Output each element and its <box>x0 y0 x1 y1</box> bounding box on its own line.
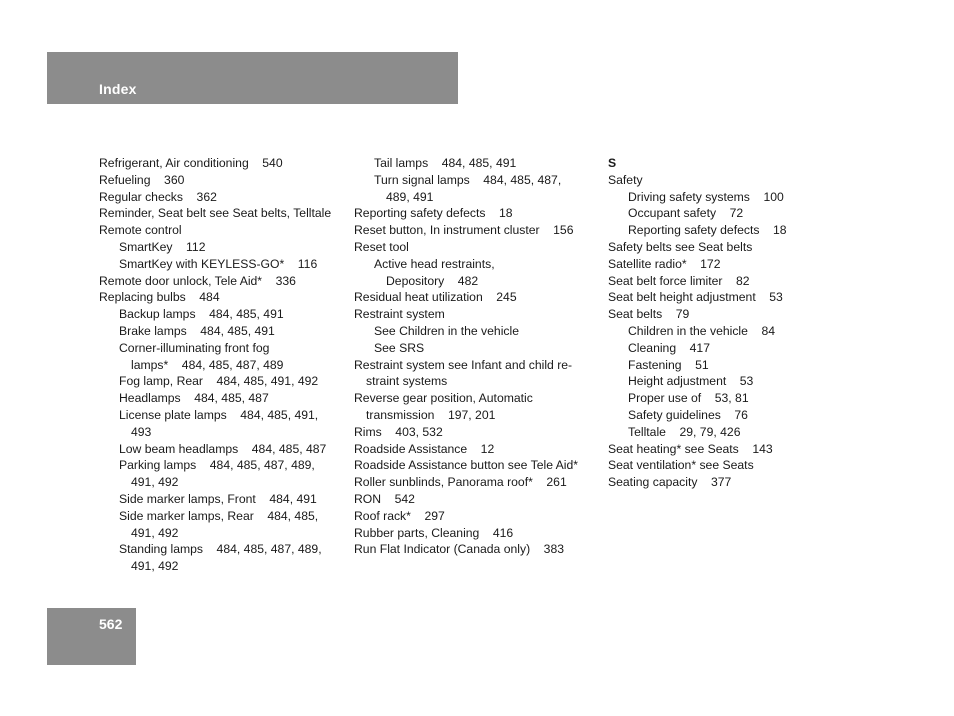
index-entry: Tail lamps 484, 485, 491 <box>374 156 517 170</box>
index-entry: RON 542 <box>354 491 415 506</box>
index-entry: Safety belts see Seat belts <box>608 239 753 254</box>
index-entry: Depository 482 <box>386 273 479 288</box>
index-entry: Roadside Assistance button see Tele Aid* <box>354 458 579 473</box>
index-entry: Proper use of 53, 81 <box>628 391 749 406</box>
index-entry: 491, 492 <box>131 475 179 490</box>
index-entry: License plate lamps 484, 485, 491, <box>119 407 319 422</box>
index-entry: Restraint system see Infant and child re- <box>354 357 573 372</box>
index-entry: Seat heating* see Seats 143 <box>608 441 773 456</box>
index-entry: Turn signal lamps 484, 485, 487, <box>374 172 562 187</box>
index-entry: 491, 492 <box>131 525 179 540</box>
index-entry: Brake lamps 484, 485, 491 <box>119 323 275 338</box>
index-entry: Refrigerant, Air conditioning 540 <box>99 156 283 170</box>
index-entry: Replacing bulbs 484 <box>99 290 220 305</box>
index-entry: Reset button, In instrument cluster 156 <box>354 223 574 238</box>
index-entry: Roof rack* 297 <box>354 508 445 523</box>
index-entry: Roller sunblinds, Panorama roof* 261 <box>354 475 567 490</box>
index-entry: SmartKey with KEYLESS-GO* 116 <box>119 256 318 271</box>
index-entry: lamps* 484, 485, 487, 489 <box>131 357 284 372</box>
index-column-3 <box>608 155 787 491</box>
index-entry: Restraint system <box>354 307 445 322</box>
index-column-1 <box>99 155 331 575</box>
index-entry: Reminder, Seat belt see Seat belts, Telltale <box>99 206 332 221</box>
index-entry: Standing lamps 484, 485, 487, 489, <box>119 542 322 557</box>
index-entry: Corner-illuminating front fog <box>119 340 270 355</box>
index-entry: Seat belt force limiter 82 <box>608 273 750 288</box>
index-entry: Side marker lamps, Front 484, 491 <box>119 491 317 506</box>
index-entry: Side marker lamps, Rear 484, 485, <box>119 508 319 523</box>
index-entry: Telltale 29, 79, 426 <box>628 424 741 439</box>
index-entry: Fog lamp, Rear 484, 485, 491, 492 <box>119 374 319 389</box>
page-number: 562 <box>99 616 123 632</box>
index-entry: Cleaning 417 <box>628 340 710 355</box>
index-entry: Seat belts 79 <box>608 307 690 322</box>
index-entry: Seat belt height adjustment 53 <box>608 290 783 305</box>
index-entry: Backup lamps 484, 485, 491 <box>119 307 284 322</box>
index-entry: Active head restraints, <box>374 256 495 271</box>
index-entry: 491, 492 <box>131 559 179 574</box>
index-entry: See SRS <box>374 340 425 355</box>
index-entry: Height adjustment 53 <box>628 374 754 389</box>
index-entry: Rims 403, 532 <box>354 424 443 439</box>
index-entry: transmission 197, 201 <box>366 407 496 422</box>
index-entry: Roadside Assistance 12 <box>354 441 495 456</box>
page-number-box <box>47 608 136 665</box>
index-entry: Run Flat Indicator (Canada only) 383 <box>354 542 565 557</box>
page-title: Index <box>99 81 137 97</box>
index-entry: 493 <box>131 424 152 439</box>
index-entry: Headlamps 484, 485, 487 <box>119 391 269 406</box>
index-letter-heading: S <box>608 156 617 170</box>
index-entry: Seat ventilation* see Seats <box>608 458 754 473</box>
index-entry: Remote door unlock, Tele Aid* 336 <box>99 273 296 288</box>
index-entry: straint systems <box>366 374 448 389</box>
index-column-2 <box>354 155 578 558</box>
index-entry: Parking lamps 484, 485, 487, 489, <box>119 458 315 473</box>
index-entry: SmartKey 112 <box>119 239 206 254</box>
index-entry: 489, 491 <box>386 189 434 204</box>
index-entry: Fastening 51 <box>628 357 709 372</box>
index-entry: Remote control <box>99 223 182 238</box>
index-entry: Safety <box>608 172 643 187</box>
index-entry: Rubber parts, Cleaning 416 <box>354 525 514 540</box>
index-entry: Residual heat utilization 245 <box>354 290 517 305</box>
index-entry: Regular checks 362 <box>99 189 217 204</box>
index-entry: Seating capacity 377 <box>608 475 732 490</box>
index-entry: Refueling 360 <box>99 172 185 187</box>
index-entry: Reporting safety defects 18 <box>628 223 787 238</box>
index-entry: Children in the vehicle 84 <box>628 323 776 338</box>
index-entry: Reverse gear position, Automatic <box>354 391 533 406</box>
index-entry: Low beam headlamps 484, 485, 487 <box>119 441 327 456</box>
index-entry: Safety guidelines 76 <box>628 407 748 422</box>
header-bar <box>47 52 458 104</box>
index-entry: Satellite radio* 172 <box>608 256 721 271</box>
index-entry: Driving safety systems 100 <box>628 189 784 204</box>
index-entry: Reporting safety defects 18 <box>354 206 513 221</box>
index-entry: Reset tool <box>354 239 409 254</box>
index-entry: See Children in the vehicle <box>374 323 519 338</box>
index-entry: Occupant safety 72 <box>628 206 744 221</box>
